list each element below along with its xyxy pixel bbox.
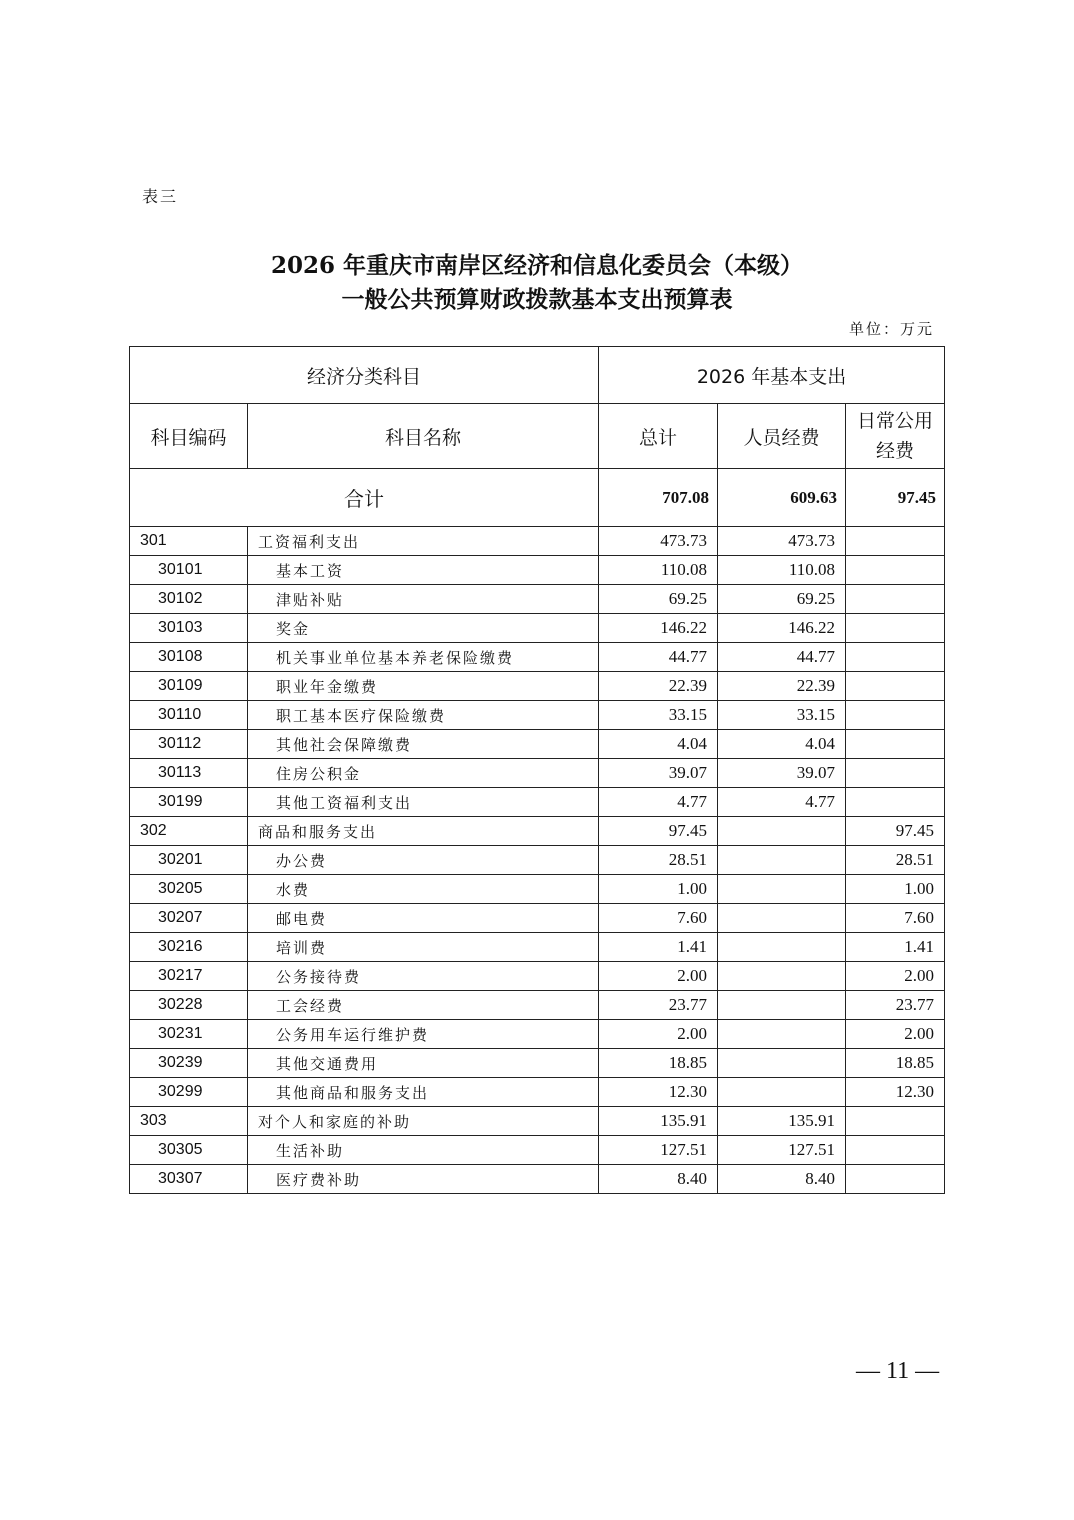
table-row (130, 1107, 945, 1136)
row-public (846, 701, 945, 730)
row-total: 69.25 (599, 585, 718, 614)
row-public (846, 730, 945, 759)
row-public: 97.45 (846, 817, 945, 846)
row-code: 30112 (130, 730, 248, 759)
row-total: 135.91 (599, 1107, 718, 1136)
row-total: 473.73 (599, 527, 718, 556)
table-row (130, 817, 945, 846)
table-row (130, 1136, 945, 1165)
row-total: 7.60 (599, 904, 718, 933)
header-row-columns (130, 404, 945, 469)
table-row (130, 904, 945, 933)
row-code: 30217 (130, 962, 248, 991)
row-public (846, 788, 945, 817)
table-row (130, 846, 945, 875)
row-total: 2.00 (599, 962, 718, 991)
row-code: 301 (130, 527, 248, 556)
row-total: 39.07 (599, 759, 718, 788)
row-total: 12.30 (599, 1078, 718, 1107)
header-name: 科目名称 (248, 404, 599, 469)
row-public: 28.51 (846, 846, 945, 875)
table-row (130, 672, 945, 701)
row-public (846, 1165, 945, 1194)
row-name: 办公费 (248, 846, 599, 875)
row-public: 1.41 (846, 933, 945, 962)
header-code: 科目编码 (130, 404, 248, 469)
row-personnel (718, 962, 846, 991)
row-personnel: 22.39 (718, 672, 846, 701)
row-total: 33.15 (599, 701, 718, 730)
document-title-line1: 2026 年重庆市南岸区经济和信息化委员会（本级） (270, 252, 804, 279)
row-total: 4.04 (599, 730, 718, 759)
row-personnel: 127.51 (718, 1136, 846, 1165)
document-title-line2: 一般公共预算财政拨款基本支出预算表 (341, 286, 733, 313)
total-label: 合计 (130, 469, 599, 527)
table-row (130, 701, 945, 730)
row-public: 23.77 (846, 991, 945, 1020)
row-personnel (718, 1049, 846, 1078)
row-personnel (718, 817, 846, 846)
row-code: 30205 (130, 875, 248, 904)
row-personnel: 146.22 (718, 614, 846, 643)
row-name: 其他工资福利支出 (248, 788, 599, 817)
table-row (130, 788, 945, 817)
row-code: 30109 (130, 672, 248, 701)
row-personnel (718, 846, 846, 875)
row-personnel: 110.08 (718, 556, 846, 585)
row-code: 30228 (130, 991, 248, 1020)
row-total: 2.00 (599, 1020, 718, 1049)
table-row (130, 585, 945, 614)
row-personnel: 39.07 (718, 759, 846, 788)
row-personnel (718, 1020, 846, 1049)
row-name: 其他交通费用 (248, 1049, 599, 1078)
row-personnel: 8.40 (718, 1165, 846, 1194)
row-public: 1.00 (846, 875, 945, 904)
row-personnel: 44.77 (718, 643, 846, 672)
page-number: — 11 — (856, 1358, 940, 1384)
header-economic-classification: 经济分类科目 (130, 347, 599, 404)
row-name: 职工基本医疗保险缴费 (248, 701, 599, 730)
row-public (846, 759, 945, 788)
row-total: 8.40 (599, 1165, 718, 1194)
table-row (130, 875, 945, 904)
row-code: 30216 (130, 933, 248, 962)
row-code: 30207 (130, 904, 248, 933)
row-public (846, 1136, 945, 1165)
row-name: 基本工资 (248, 556, 599, 585)
row-name: 机关事业单位基本养老保险缴费 (248, 643, 599, 672)
row-code: 30305 (130, 1136, 248, 1165)
row-code: 303 (130, 1107, 248, 1136)
row-public (846, 585, 945, 614)
row-name: 医疗费补助 (248, 1165, 599, 1194)
row-name: 商品和服务支出 (248, 817, 599, 846)
row-total: 28.51 (599, 846, 718, 875)
table-row (130, 933, 945, 962)
row-code: 30103 (130, 614, 248, 643)
table-row (130, 1078, 945, 1107)
table-row (130, 614, 945, 643)
row-public (846, 1107, 945, 1136)
row-code: 30239 (130, 1049, 248, 1078)
table-row (130, 643, 945, 672)
row-name: 对个人和家庭的补助 (248, 1107, 599, 1136)
row-name: 公务用车运行维护费 (248, 1020, 599, 1049)
row-name: 生活补助 (248, 1136, 599, 1165)
table-row (130, 962, 945, 991)
row-name: 其他社会保障缴费 (248, 730, 599, 759)
row-code: 30199 (130, 788, 248, 817)
row-name: 工资福利支出 (248, 527, 599, 556)
row-code: 302 (130, 817, 248, 846)
row-name: 奖金 (248, 614, 599, 643)
header-public: 日常公用经费 (846, 404, 945, 469)
row-personnel (718, 1078, 846, 1107)
row-name: 培训费 (248, 933, 599, 962)
row-total: 22.39 (599, 672, 718, 701)
row-name: 公务接待费 (248, 962, 599, 991)
row-code: 30101 (130, 556, 248, 585)
row-code: 30110 (130, 701, 248, 730)
row-code: 30102 (130, 585, 248, 614)
table-row (130, 730, 945, 759)
row-personnel: 33.15 (718, 701, 846, 730)
row-personnel: 473.73 (718, 527, 846, 556)
row-personnel (718, 933, 846, 962)
table-label: 表三 (142, 187, 179, 206)
budget-table (129, 346, 945, 1194)
row-code: 30307 (130, 1165, 248, 1194)
table-row (130, 1020, 945, 1049)
header-basic-expenditure: 2026 年基本支出 (599, 347, 945, 404)
row-name: 水费 (248, 875, 599, 904)
row-code: 30299 (130, 1078, 248, 1107)
row-total: 127.51 (599, 1136, 718, 1165)
row-public (846, 643, 945, 672)
table-row (130, 1049, 945, 1078)
table-row (130, 1165, 945, 1194)
row-personnel: 135.91 (718, 1107, 846, 1136)
row-personnel (718, 904, 846, 933)
row-total: 110.08 (599, 556, 718, 585)
row-public: 12.30 (846, 1078, 945, 1107)
row-personnel (718, 991, 846, 1020)
row-personnel: 69.25 (718, 585, 846, 614)
header-personnel: 人员经费 (718, 404, 846, 469)
row-total: 44.77 (599, 643, 718, 672)
row-total: 1.00 (599, 875, 718, 904)
row-public (846, 614, 945, 643)
total-row (130, 469, 945, 527)
row-name: 邮电费 (248, 904, 599, 933)
row-total: 1.41 (599, 933, 718, 962)
header-total: 总计 (599, 404, 718, 469)
row-total: 23.77 (599, 991, 718, 1020)
row-public (846, 556, 945, 585)
table-row (130, 991, 945, 1020)
row-code: 30113 (130, 759, 248, 788)
row-name: 工会经费 (248, 991, 599, 1020)
table-row (130, 759, 945, 788)
row-code: 30108 (130, 643, 248, 672)
row-total: 4.77 (599, 788, 718, 817)
row-name: 住房公积金 (248, 759, 599, 788)
row-personnel: 4.77 (718, 788, 846, 817)
row-public: 2.00 (846, 962, 945, 991)
row-personnel (718, 875, 846, 904)
row-public: 18.85 (846, 1049, 945, 1078)
table-row (130, 556, 945, 585)
row-public (846, 527, 945, 556)
row-name: 津贴补贴 (248, 585, 599, 614)
row-public: 7.60 (846, 904, 945, 933)
row-name: 职业年金缴费 (248, 672, 599, 701)
header-row-group (130, 347, 945, 404)
row-total: 146.22 (599, 614, 718, 643)
row-name: 其他商品和服务支出 (248, 1078, 599, 1107)
row-total: 18.85 (599, 1049, 718, 1078)
total-personnel: 609.63 (718, 469, 846, 527)
table-row (130, 527, 945, 556)
total-public: 97.45 (846, 469, 945, 527)
row-total: 97.45 (599, 817, 718, 846)
row-code: 30201 (130, 846, 248, 875)
row-code: 30231 (130, 1020, 248, 1049)
row-public: 2.00 (846, 1020, 945, 1049)
total-total: 707.08 (599, 469, 718, 527)
unit-label: 单位：万元 (848, 320, 934, 338)
row-personnel: 4.04 (718, 730, 846, 759)
row-public (846, 672, 945, 701)
